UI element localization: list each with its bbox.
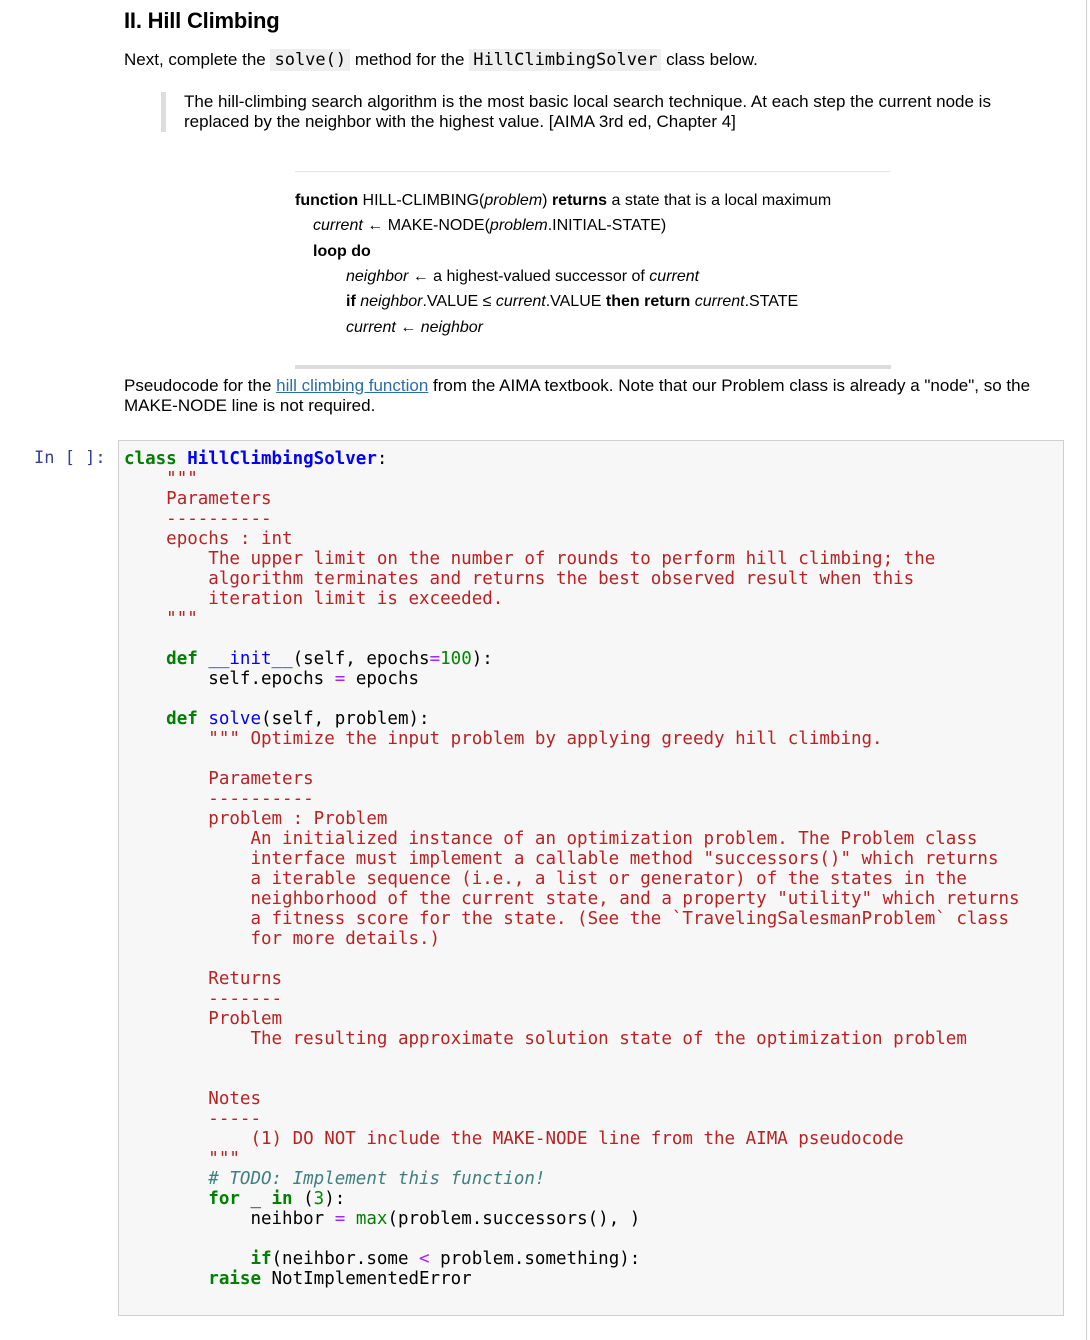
indent xyxy=(124,1269,208,1289)
indent xyxy=(124,729,208,749)
indent xyxy=(124,469,166,489)
code-op: = xyxy=(334,669,346,689)
code-doc: for more details.) xyxy=(250,929,441,949)
code-doc: (1) DO NOT include the MAKE-NODE line from the AIMA pseudocode xyxy=(250,1129,904,1149)
indent xyxy=(124,1189,208,1209)
pc-var: problem xyxy=(484,192,543,209)
pc-var: neighbor xyxy=(346,268,409,285)
code-kw: def xyxy=(166,709,198,729)
code-text: ): xyxy=(324,1189,346,1209)
pc-text: .INITIAL-STATE) xyxy=(547,217,667,234)
indent xyxy=(124,509,166,529)
indent xyxy=(124,849,250,869)
indent xyxy=(124,529,166,549)
code-doc: """ xyxy=(208,1149,240,1169)
code-doc: The upper limit on the number of rounds to perform hill climbing; the xyxy=(208,549,936,569)
intro-part: class below. xyxy=(661,50,758,69)
pc-var: neighbor xyxy=(420,319,483,336)
code-kw: in xyxy=(271,1189,293,1209)
intro-part: method for the xyxy=(350,50,470,69)
code-text: problem.something): xyxy=(429,1249,641,1269)
intro-part: Next, complete the xyxy=(124,50,271,69)
pc-var: current xyxy=(313,217,363,234)
code-fn-name: __init__ xyxy=(208,649,293,669)
indent xyxy=(124,1109,208,1129)
code-doc: ----- xyxy=(208,1109,261,1129)
code-doc: Parameters xyxy=(166,489,272,509)
pc-kw: loop do xyxy=(313,243,371,260)
pseudocode-top-rule xyxy=(295,171,891,172)
pc-text: ← xyxy=(395,319,421,336)
code-editor[interactable] xyxy=(124,449,1020,1289)
code-doc: neighborhood of the current state, and a property "utility" which returns xyxy=(250,889,1020,909)
pseudocode-line-3 xyxy=(313,242,371,262)
code-doc: Parameters xyxy=(208,769,314,789)
cell-prompt: In [ ]: xyxy=(34,448,106,468)
code-doc: Problem xyxy=(208,1009,283,1029)
code-kw: if xyxy=(250,1249,272,1269)
indent xyxy=(124,1089,208,1109)
indent xyxy=(124,569,208,589)
code-fn-name: solve xyxy=(208,709,261,729)
inline-code-class: HillClimbingSolver xyxy=(469,49,661,71)
indent xyxy=(124,649,166,669)
indent xyxy=(124,889,250,909)
pc-text: HILL-CLIMBING( xyxy=(358,192,485,209)
code-doc: ------- xyxy=(208,989,283,1009)
code-doc: ---------- xyxy=(166,509,272,529)
code-doc: problem : Problem xyxy=(208,809,388,829)
indent xyxy=(124,929,250,949)
code-doc: iteration limit is exceeded. xyxy=(208,589,504,609)
code-comment: # TODO: Implement this function! xyxy=(208,1169,546,1189)
page-right-border xyxy=(1086,0,1087,1340)
indent xyxy=(124,1209,250,1229)
pc-var: neighbor xyxy=(355,293,423,310)
code-text: _ xyxy=(239,1189,272,1209)
code-text: NotImplementedError xyxy=(260,1269,472,1289)
code-op: < xyxy=(419,1249,430,1269)
indent xyxy=(124,789,208,809)
code-text: (neihbor.some xyxy=(271,1249,420,1269)
indent xyxy=(124,769,208,789)
caption-text: from the AIMA textbook. Note that our Problem class is already a "node", so the MAKE-NODE line is not required. xyxy=(124,376,1031,415)
code-doc: The resulting approximate solution state of the optimization problem xyxy=(250,1029,967,1049)
indent xyxy=(124,809,208,829)
code-punct: : xyxy=(376,449,388,469)
indent xyxy=(124,909,250,929)
indent xyxy=(124,589,208,609)
code-num: 100 xyxy=(440,649,472,669)
pseudocode-bottom-rule xyxy=(295,365,891,369)
code-doc: a fitness score for the state. (See the `TravelingSalesmanProblem` class xyxy=(250,909,1010,929)
pc-kw: function xyxy=(295,192,359,209)
pc-text: .VALUE xyxy=(545,293,606,310)
code-text: (problem.successors(), ) xyxy=(387,1209,641,1229)
pseudocode-line-4 xyxy=(346,267,699,287)
indent xyxy=(124,1169,208,1189)
indent xyxy=(124,489,166,509)
pc-text: ← a highest-valued successor of xyxy=(408,268,650,285)
caption-text: Pseudocode for the xyxy=(124,376,277,395)
code-doc: ---------- xyxy=(208,789,314,809)
indent xyxy=(124,669,208,689)
indent xyxy=(124,709,166,729)
indent xyxy=(124,869,250,889)
code-builtin: max xyxy=(355,1209,388,1229)
quote-text: The hill-climbing search algorithm is the most basic local search technique. At each step the current node is replaced by the neighbor with the highest value. [AIMA 3rd ed, Chapter 4] xyxy=(184,92,991,131)
pc-kw: returns xyxy=(551,192,608,209)
pseudocode-line-1 xyxy=(295,191,831,211)
indent xyxy=(124,989,208,1009)
code-text: self.epochs xyxy=(208,669,335,689)
code-doc: """ xyxy=(166,609,198,629)
section-title: II. Hill Climbing xyxy=(124,8,280,33)
hill-climbing-link[interactable]: hill climbing function xyxy=(276,376,429,395)
pc-var: current xyxy=(649,268,700,285)
code-doc: """ xyxy=(166,469,198,489)
code-doc: """ xyxy=(208,729,240,749)
pc-text: ← MAKE-NODE( xyxy=(362,217,490,234)
pc-var: current xyxy=(346,319,396,336)
pc-text: .STATE xyxy=(744,293,799,310)
code-text: (self, epochs xyxy=(292,649,430,669)
indent xyxy=(124,1129,250,1149)
code-text: ( xyxy=(292,1189,314,1209)
indent xyxy=(124,1029,250,1049)
code-doc: epochs : int xyxy=(166,529,293,549)
pc-text: ) xyxy=(542,192,552,209)
code-doc: Optimize the input problem by applying greedy hill climbing. xyxy=(239,729,883,749)
code-doc: algorithm terminates and returns the best observed result when this xyxy=(208,569,915,589)
indent xyxy=(124,1009,208,1029)
inline-code-solve: solve() xyxy=(270,49,350,71)
pc-var: current xyxy=(495,293,546,310)
intro-text xyxy=(124,48,758,72)
code-kw: def xyxy=(166,649,198,669)
code-op: = xyxy=(334,1209,346,1229)
indent xyxy=(124,609,166,629)
indent xyxy=(124,1249,250,1269)
code-text: (self, problem): xyxy=(261,709,430,729)
code-doc: a iterable sequence (i.e., a list or generator) of the states in the xyxy=(250,869,967,889)
pc-var: problem xyxy=(489,217,548,234)
indent xyxy=(124,969,208,989)
code-kw: for xyxy=(208,1189,240,1209)
pseudocode-line-6 xyxy=(346,318,483,338)
pc-text: a state that is a local maximum xyxy=(607,192,832,209)
blockquote xyxy=(161,92,1044,132)
pseudocode-caption xyxy=(124,376,1064,416)
pc-var: current xyxy=(690,293,745,310)
pc-kw: if xyxy=(346,293,356,310)
code-text: epochs xyxy=(345,669,420,689)
code-num: 3 xyxy=(313,1189,325,1209)
pseudocode-line-5 xyxy=(346,292,798,312)
indent xyxy=(124,829,250,849)
code-doc: Notes xyxy=(208,1089,261,1109)
pc-kw: then return xyxy=(605,293,691,310)
code-text: neihbor xyxy=(250,1209,335,1229)
code-text: ): xyxy=(471,649,493,669)
code-kw: raise xyxy=(208,1269,261,1289)
indent xyxy=(124,1149,208,1169)
indent xyxy=(124,549,208,569)
pseudocode-line-2 xyxy=(313,216,666,236)
code-doc: Returns xyxy=(208,969,283,989)
code-doc: An initialized instance of an optimization problem. The Problem class xyxy=(250,829,978,849)
code-doc: interface must implement a callable method "successors()" which returns xyxy=(250,849,999,869)
code-class-name: HillClimbingSolver xyxy=(187,449,377,469)
code-kw: class xyxy=(124,449,177,469)
pc-text: .VALUE ≤ xyxy=(422,293,496,310)
code-op: = xyxy=(429,649,441,669)
